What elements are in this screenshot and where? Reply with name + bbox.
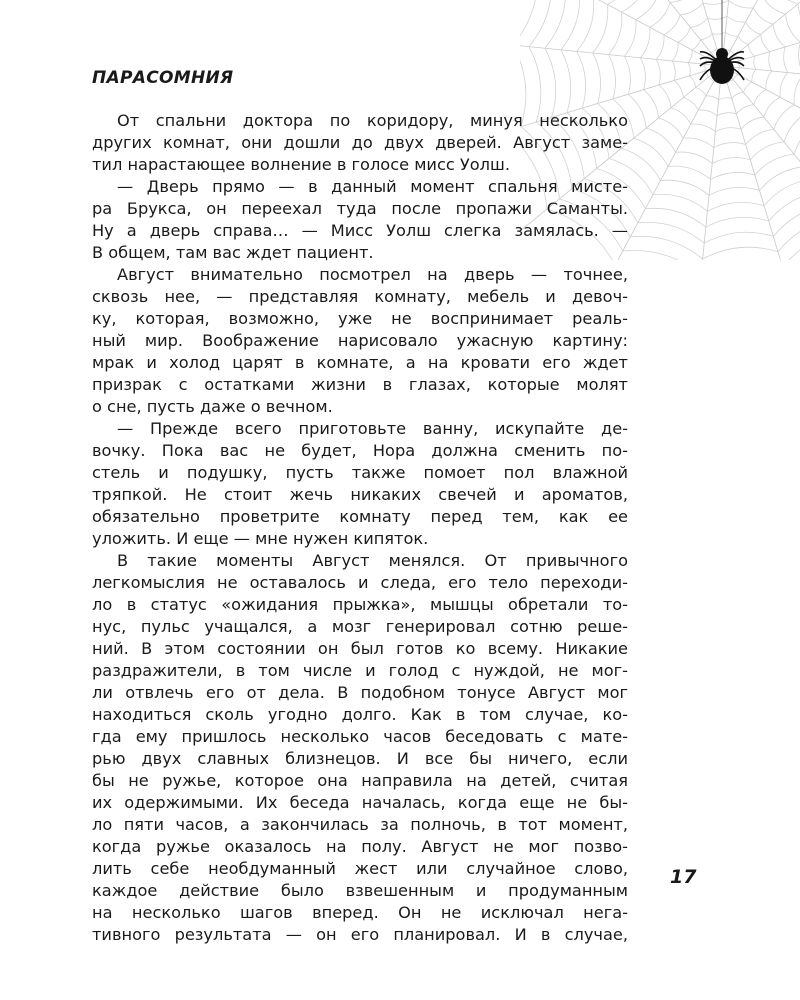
paragraph <box>92 264 628 418</box>
text-line: ний. В этом состоянии он был готов ко всему. Никакие <box>92 639 628 658</box>
text-line: мрак и холод царят в комнате, а на кровати его ждет <box>92 353 628 372</box>
web-radial-thread <box>722 66 800 260</box>
text-line: тряпкой. Не стоит жечь никаких свечей и ароматов, <box>92 485 628 504</box>
text-line: нус, пульс учащался, а мозг генерировал сотню реше- <box>92 617 628 636</box>
text-line: находиться сколь угодно долго. Как в том случае, ко- <box>92 705 628 724</box>
running-header: ПАРАСОМНИЯ <box>92 68 234 88</box>
text-line: легкомыслия не оставалось и следа, его тело переходи- <box>92 573 628 592</box>
text-line: каждое действие было взвешенным и продуманным <box>92 881 628 900</box>
text-line: ли отвлечь его от дела. В подобном тонусе Август мог <box>92 683 628 702</box>
text-line: других комнат, они дошли до двух дверей. Август заме- <box>92 133 628 152</box>
text-line: их одержимыми. Их беседа началась, когда еще не бы- <box>92 793 628 812</box>
text-line: о сне, пусть даже о вечном. <box>92 397 333 416</box>
text-line: призрак с остатками жизни в глазах, которые молят <box>92 375 628 394</box>
text-line: на несколько шагов вперед. Он не исключал нега- <box>92 903 628 922</box>
web-radial-thread <box>696 66 722 260</box>
spider-icon <box>700 0 744 84</box>
text-line: В общем, там вас ждет пациент. <box>92 243 374 262</box>
text-line: ра Брукса, он переехал туда после пропажи Саманты. <box>92 199 628 218</box>
text-line: Ну а дверь справа… — Мисс Уолш слегка замялась. — <box>92 221 628 240</box>
web-radial-thread <box>722 0 800 66</box>
text-line: тивного результата — он его планировал. И в случае, <box>92 925 628 944</box>
text-line: ку, которая, возможно, уже не воспринимает реаль- <box>92 309 628 328</box>
text-line: ло в статус «ожидания прыжка», мышцы обретали то- <box>92 595 628 614</box>
text-line: раздражители, в том числе и голод с нуждой, не мог- <box>92 661 628 680</box>
page-number: 17 <box>670 866 697 888</box>
text-line: лить себе необдуманный жест или случайное слово, <box>92 859 628 878</box>
paragraph <box>92 550 628 946</box>
page-body-text <box>92 110 628 946</box>
text-line: стель и подушку, пусть также помоет пол влажной <box>92 463 628 482</box>
paragraph <box>92 176 628 264</box>
text-line: когда ружье оказалось на полу. Август не мог позво- <box>92 837 628 856</box>
text-line: — Дверь прямо — в данный момент спальня мисте- <box>117 177 628 196</box>
text-line: обязательно проветрите комнату перед тем, как ее <box>92 507 628 526</box>
paragraph <box>92 418 628 550</box>
text-line: уложить. И еще — мне нужен кипяток. <box>92 529 429 548</box>
text-line: сквозь нее, — представляя комнату, мебель и девоч- <box>92 287 628 306</box>
web-spiral-thread <box>624 0 800 164</box>
text-line: — Прежде всего приготовьте ванну, искупайте де- <box>117 419 628 438</box>
text-line: рью двух славных близнецов. И все бы ничего, если <box>92 749 628 768</box>
text-line: В такие моменты Август менялся. От привычного <box>117 551 628 570</box>
text-line: тил нарастающее волнение в голосе мисс Уолш. <box>92 155 510 174</box>
web-spiral-thread <box>609 0 800 179</box>
text-line: От спальни доктора по коридору, минуя несколько <box>117 111 628 130</box>
text-line: Август внимательно посмотрел на дверь — точнее, <box>117 265 628 284</box>
web-radial-thread <box>557 0 722 66</box>
text-line: ный мир. Воображение нарисовало ужасную картину: <box>92 331 628 350</box>
paragraph <box>92 110 628 176</box>
text-line: вочку. Пока вас не будет, Нора должна сменить по- <box>92 441 628 460</box>
text-line: бы не ружье, которое она направила на детей, считая <box>92 771 628 790</box>
text-line: ло пяти часов, а закончилась за полночь, в тот момент, <box>92 815 628 834</box>
text-line: гда ему пришлось несколько часов беседовать с мате- <box>92 727 628 746</box>
